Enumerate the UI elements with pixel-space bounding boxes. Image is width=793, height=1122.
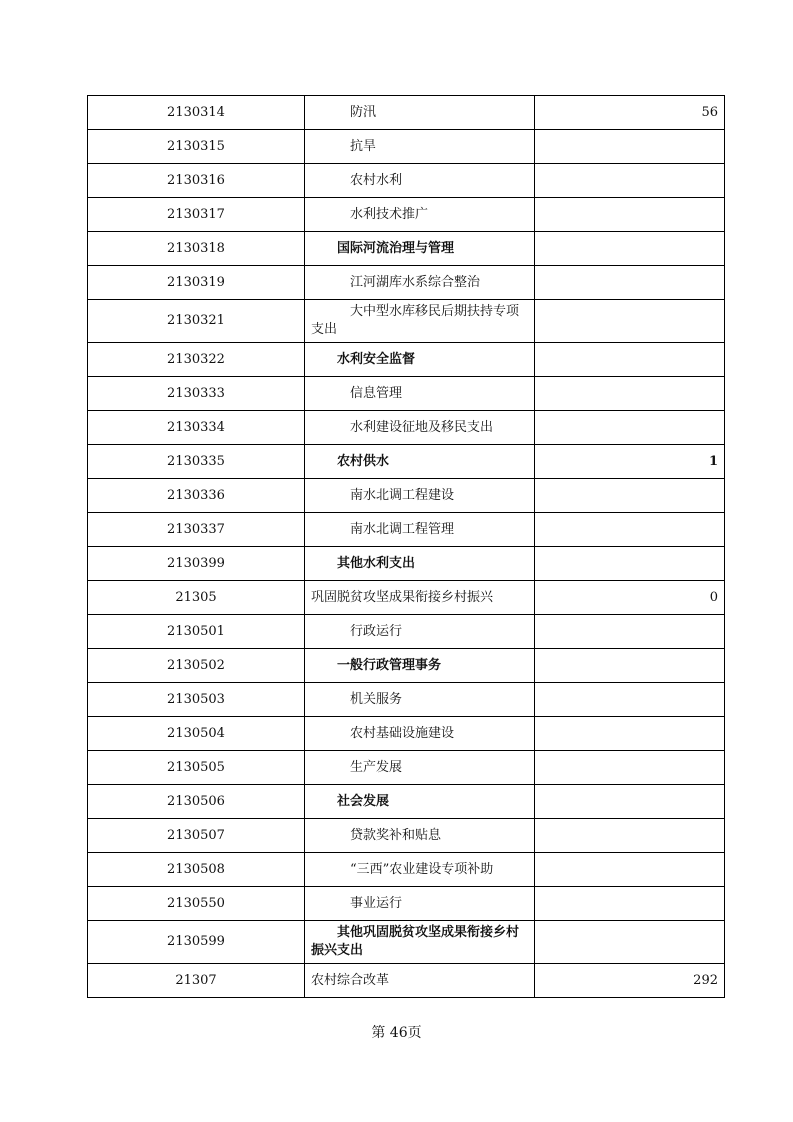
amount-cell [535, 615, 725, 649]
amount-cell [535, 130, 725, 164]
table-row [88, 164, 725, 198]
subject-code-cell: 2130503 [88, 683, 305, 717]
table-row [88, 819, 725, 853]
subject-code-cell: 2130335 [88, 445, 305, 479]
subject-name-cell: 其他巩固脱贫攻坚成果衔接乡村振兴支出 [305, 921, 535, 964]
table-row [88, 300, 725, 343]
subject-code-cell: 2130505 [88, 751, 305, 785]
table-row [88, 130, 725, 164]
budget-table-body [88, 96, 725, 998]
amount-cell: 0 [535, 581, 725, 615]
subject-code-cell: 2130504 [88, 717, 305, 751]
subject-name-cell: 信息管理 [305, 377, 535, 411]
subject-name-cell: 机关服务 [305, 683, 535, 717]
subject-code-cell: 2130508 [88, 853, 305, 887]
table-row [88, 887, 725, 921]
table-row [88, 683, 725, 717]
amount-cell [535, 649, 725, 683]
subject-code-cell: 21307 [88, 964, 305, 998]
subject-name-cell: 事业运行 [305, 887, 535, 921]
subject-name-cell: 农村水利 [305, 164, 535, 198]
table-row [88, 198, 725, 232]
subject-name-cell: 大中型水库移民后期扶持专项支出 [305, 300, 535, 343]
subject-code-cell: 2130337 [88, 513, 305, 547]
subject-code-cell: 2130318 [88, 232, 305, 266]
subject-name-cell: 贷款奖补和贴息 [305, 819, 535, 853]
subject-code-cell: 2130319 [88, 266, 305, 300]
table-row [88, 853, 725, 887]
amount-cell: 56 [535, 96, 725, 130]
subject-code-cell: 2130333 [88, 377, 305, 411]
subject-code-cell: 2130507 [88, 819, 305, 853]
amount-cell [535, 164, 725, 198]
table-row [88, 785, 725, 819]
subject-name-cell: 水利建设征地及移民支出 [305, 411, 535, 445]
subject-name-cell: 江河湖库水系综合整治 [305, 266, 535, 300]
amount-cell [535, 751, 725, 785]
amount-cell [535, 547, 725, 581]
table-row [88, 445, 725, 479]
subject-name-cell: 行政运行 [305, 615, 535, 649]
table-row [88, 513, 725, 547]
subject-code-cell: 2130315 [88, 130, 305, 164]
amount-cell: 1 [535, 445, 725, 479]
amount-cell [535, 717, 725, 751]
amount-cell [535, 377, 725, 411]
amount-cell [535, 785, 725, 819]
subject-name-cell: 巩固脱贫攻坚成果衔接乡村振兴 [305, 581, 535, 615]
amount-cell [535, 300, 725, 343]
table-row [88, 649, 725, 683]
amount-cell [535, 819, 725, 853]
table-row [88, 751, 725, 785]
amount-cell [535, 921, 725, 964]
subject-name-cell: 水利技术推广 [305, 198, 535, 232]
subject-name-cell: 水利安全监督 [305, 343, 535, 377]
table-row [88, 343, 725, 377]
amount-cell [535, 513, 725, 547]
table-row [88, 964, 725, 998]
amount-cell [535, 853, 725, 887]
table-row [88, 921, 725, 964]
subject-name-cell: 一般行政管理事务 [305, 649, 535, 683]
subject-code-cell: 2130501 [88, 615, 305, 649]
subject-code-cell: 2130321 [88, 300, 305, 343]
subject-code-cell: 2130316 [88, 164, 305, 198]
table-row [88, 232, 725, 266]
subject-code-cell: 2130550 [88, 887, 305, 921]
budget-table [87, 95, 725, 998]
amount-cell [535, 683, 725, 717]
page-number: 第 46页 [371, 1025, 422, 1041]
table-row [88, 96, 725, 130]
table-row [88, 266, 725, 300]
subject-code-cell: 2130314 [88, 96, 305, 130]
amount-cell [535, 343, 725, 377]
subject-code-cell: 2130599 [88, 921, 305, 964]
amount-cell: 292 [535, 964, 725, 998]
subject-name-cell: 生产发展 [305, 751, 535, 785]
subject-name-cell: 防汛 [305, 96, 535, 130]
subject-name-cell: 南水北调工程建设 [305, 479, 535, 513]
subject-code-cell: 2130317 [88, 198, 305, 232]
table-row [88, 411, 725, 445]
subject-code-cell: 2130336 [88, 479, 305, 513]
subject-code-cell: 2130506 [88, 785, 305, 819]
table-row [88, 479, 725, 513]
amount-cell [535, 479, 725, 513]
subject-code-cell: 21305 [88, 581, 305, 615]
subject-name-cell: 农村基础设施建设 [305, 717, 535, 751]
subject-code-cell: 2130322 [88, 343, 305, 377]
amount-cell [535, 232, 725, 266]
amount-cell [535, 887, 725, 921]
table-row [88, 377, 725, 411]
amount-cell [535, 266, 725, 300]
subject-code-cell: 2130502 [88, 649, 305, 683]
subject-name-cell: 社会发展 [305, 785, 535, 819]
table-row [88, 581, 725, 615]
subject-name-cell: 农村供水 [305, 445, 535, 479]
table-row [88, 615, 725, 649]
subject-name-cell: 国际河流治理与管理 [305, 232, 535, 266]
subject-name-cell: “三西”农业建设专项补助 [305, 853, 535, 887]
subject-code-cell: 2130334 [88, 411, 305, 445]
subject-name-cell: 南水北调工程管理 [305, 513, 535, 547]
subject-code-cell: 2130399 [88, 547, 305, 581]
amount-cell [535, 411, 725, 445]
subject-name-cell: 其他水利支出 [305, 547, 535, 581]
subject-name-cell: 抗旱 [305, 130, 535, 164]
table-row [88, 547, 725, 581]
table-row [88, 717, 725, 751]
subject-name-cell: 农村综合改革 [305, 964, 535, 998]
amount-cell [535, 198, 725, 232]
